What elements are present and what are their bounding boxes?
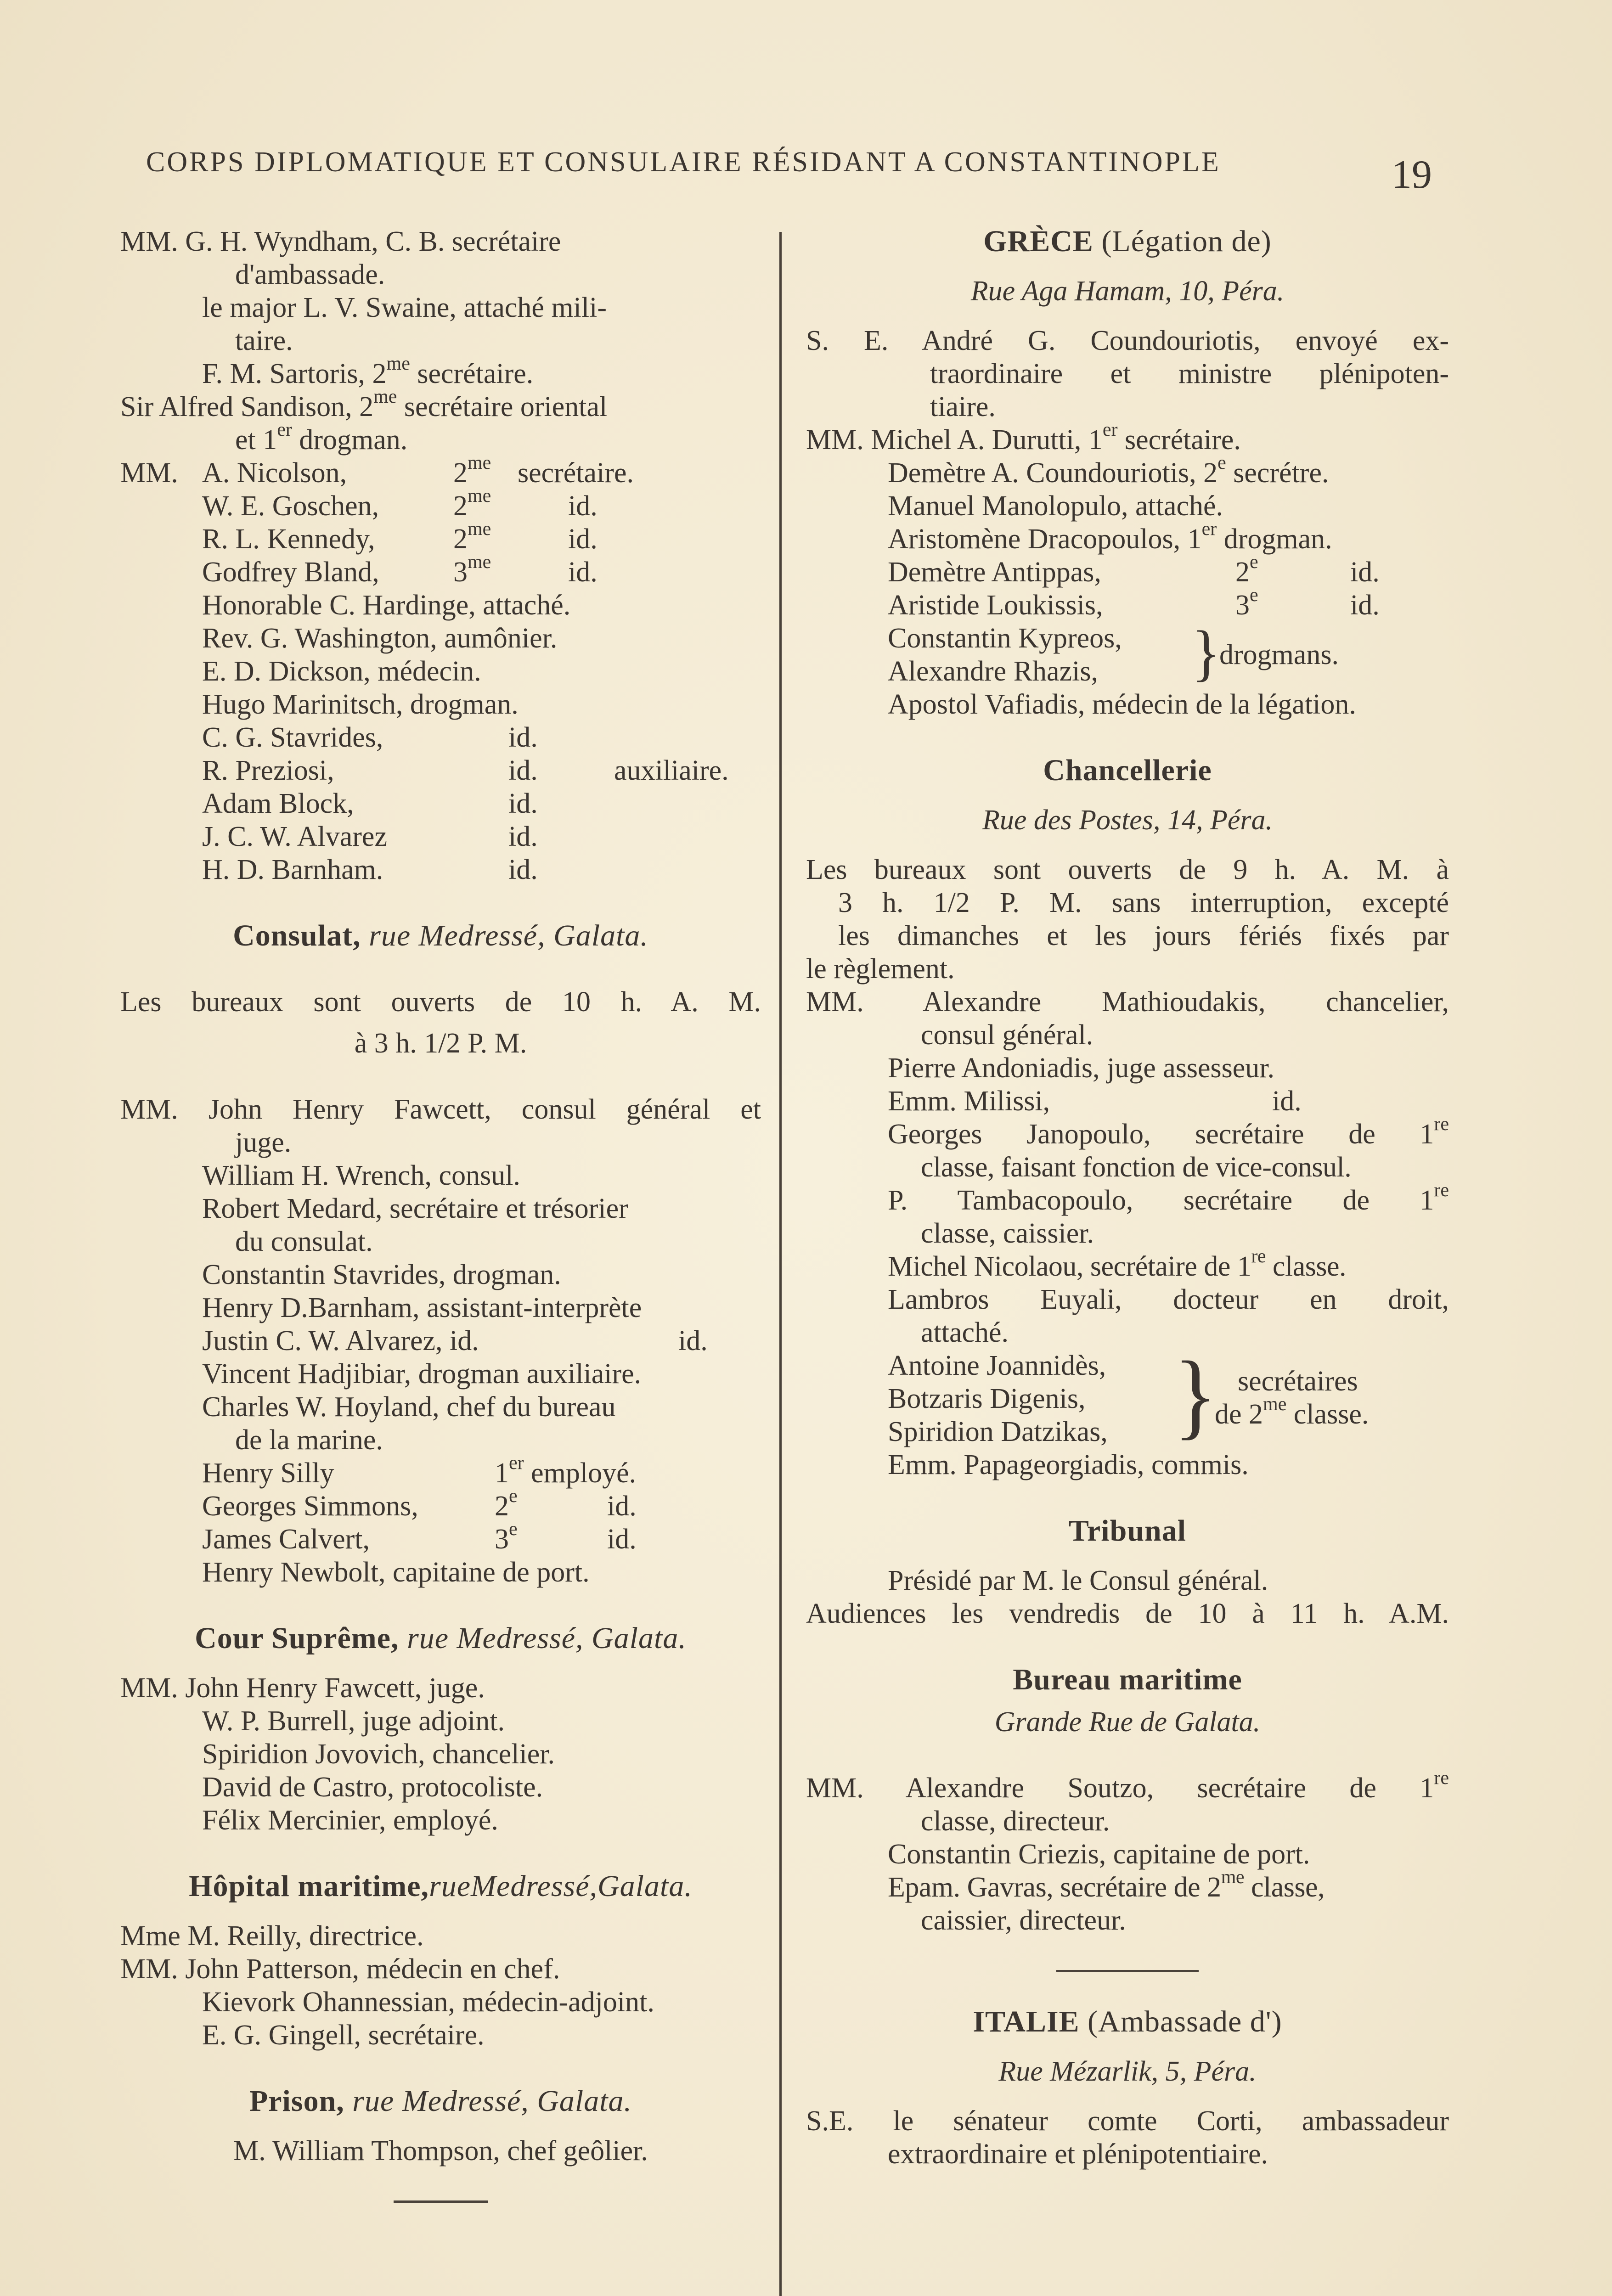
title: id. bbox=[508, 821, 538, 852]
text-line: Robert Medard, secrétaire et trésorier bbox=[202, 1193, 628, 1224]
running-title: CORPS DIPLOMATIQUE ET CONSULAIRE RÉSIDANT A CONSTANTINOPLE bbox=[146, 146, 1221, 178]
text-line: taire. bbox=[235, 325, 293, 356]
text-line: Manuel Manolopulo, attaché. bbox=[888, 490, 1223, 522]
text-line: tiaire. bbox=[930, 391, 996, 422]
name: R. Preziosi, bbox=[202, 755, 334, 786]
name: H. D. Barnham. bbox=[202, 854, 383, 885]
title: id. bbox=[508, 755, 538, 786]
text-line: MM. G. H. Wyndham, C. B. secrétaire bbox=[120, 226, 561, 257]
text-line: Constantin Criezis, capitaine de port. bbox=[888, 1839, 1310, 1870]
title: id. bbox=[568, 523, 597, 555]
name: Demètre Antippas, bbox=[888, 557, 1101, 588]
text-line bbox=[120, 721, 761, 754]
section-heading-grece bbox=[806, 225, 1449, 258]
name: W. E. Goschen, bbox=[202, 490, 379, 522]
heading-address: rue Medressé, Galata. bbox=[407, 1621, 687, 1655]
text-line: Rev. G. Washington, aumônier. bbox=[202, 623, 558, 654]
title: id. bbox=[508, 788, 538, 819]
text-line: F. M. Sartoris, $2^{me}$ secrétaire. bbox=[202, 353, 534, 389]
text-line bbox=[806, 585, 1449, 622]
brace-names bbox=[888, 622, 1209, 688]
text-line: le règlement. bbox=[806, 953, 955, 985]
text-line: Vincent Hadjibiar, drogman auxiliaire. bbox=[202, 1358, 642, 1390]
text-line bbox=[806, 551, 1449, 589]
title: id. bbox=[568, 557, 597, 588]
text-line bbox=[120, 1452, 761, 1490]
prefix: MM. bbox=[120, 457, 178, 489]
name: Georges Simmons, bbox=[202, 1491, 418, 1522]
text-line: E. D. Dickson, médecin. bbox=[202, 656, 481, 687]
text-line: classe, faisant fonction de vice-consul. bbox=[921, 1152, 1352, 1183]
text-line: S.E. le sénateur comte Corti, ambassadeur bbox=[806, 2105, 1449, 2137]
brace-icon: } bbox=[1173, 1342, 1217, 1449]
text-line: Honorable C. Hardinge, attaché. bbox=[202, 590, 571, 621]
name: C. G. Stavrides, bbox=[202, 722, 383, 753]
brace-label: secrétaires bbox=[1238, 1366, 1358, 1397]
text-line: Charles W. Hoyland, chef du bureau bbox=[202, 1391, 616, 1423]
name: Aristide Loukissis, bbox=[888, 590, 1103, 621]
name: James Calvert, bbox=[202, 1524, 370, 1555]
text-line: Présidé par M. le Consul général. bbox=[888, 1565, 1268, 1596]
text-line: Mme M. Reilly, directrice. bbox=[120, 1920, 424, 1952]
section-heading-italie bbox=[806, 2005, 1449, 2038]
text-line: consul général. bbox=[921, 1019, 1093, 1051]
rank: 2e bbox=[1235, 551, 1258, 588]
brace-icon: } bbox=[1192, 618, 1221, 688]
text-line: Les bureaux sont ouverts de 9 h. A. M. à bbox=[806, 854, 1449, 885]
heading-address: rueMedressé,Galata. bbox=[429, 1869, 693, 1903]
rank: 3e bbox=[495, 1519, 518, 1555]
column-divider bbox=[779, 232, 782, 2296]
address: Rue Mézarlik, 5, Péra. bbox=[998, 2056, 1257, 2087]
name: J. C. W. Alvarez bbox=[202, 821, 387, 852]
text-line: Emm. Papageorgiadis, commis. bbox=[888, 1449, 1249, 1480]
text-line: MM. John Patterson, médecin en chef. bbox=[120, 1953, 560, 1985]
heading-text: GRÈCE bbox=[983, 225, 1093, 258]
title: id. bbox=[678, 1325, 708, 1356]
page-number: 19 bbox=[1392, 152, 1432, 197]
text-line: Sir Alfred Sandison, $2^{me}$ secrétaire oriental bbox=[120, 386, 608, 422]
text-line: S. E. André G. Coundouriotis, envoyé ex- bbox=[806, 325, 1449, 356]
text-line: et 1er drogman. bbox=[235, 419, 408, 456]
section-heading-chancellerie: Chancellerie bbox=[1043, 754, 1212, 787]
text-line: P. Tambacopoulo, secrétaire de 1re bbox=[888, 1180, 1449, 1216]
heading-text: Cour Suprême, bbox=[195, 1621, 399, 1655]
text-line: M. William Thompson, chef geôlier. bbox=[233, 2135, 648, 2167]
text-line: les dimanches et les jours fériés fixés par bbox=[838, 920, 1449, 951]
text-line: Aristomène Dracopoulos, 1er drogman. bbox=[888, 518, 1332, 555]
heading-text: Hôpital maritime, bbox=[189, 1869, 429, 1903]
title: 1er employé. bbox=[495, 1452, 637, 1489]
text-line: 3 h. 1/2 P. M. sans interruption, excepté bbox=[838, 887, 1449, 918]
heading-kind: (Légation de) bbox=[1101, 225, 1272, 258]
title: secrétaire. bbox=[518, 457, 634, 489]
section-heading-hopital bbox=[120, 1870, 761, 1903]
text-line: MM. Alexandre Mathioudakis, chancelier, bbox=[806, 986, 1449, 1018]
text-line: de la marine. bbox=[235, 1424, 383, 1456]
text-line bbox=[120, 853, 761, 886]
name: Justin C. W. Alvarez, id. bbox=[202, 1325, 479, 1356]
rank: $3^{me}$ bbox=[453, 551, 491, 588]
text-line: Antoine Joannidès, bbox=[888, 1350, 1106, 1381]
text-line: traordinaire et ministre plénipoten- bbox=[930, 358, 1449, 389]
text-line: Epam. Gavras, secrétaire de $2^{me}$ classe, bbox=[888, 1867, 1325, 1903]
text-line: classe, caissier. bbox=[921, 1218, 1094, 1249]
name: Adam Block, bbox=[202, 788, 354, 819]
brace-label: de $2^{me}$ classe. bbox=[1215, 1394, 1369, 1430]
brace-group bbox=[806, 618, 1449, 688]
address: Rue Aga Hamam, 10, Péra. bbox=[970, 276, 1285, 307]
right-column bbox=[806, 225, 1449, 2171]
left-column bbox=[120, 225, 761, 2203]
rank: 3e bbox=[1235, 585, 1258, 621]
text-line: MM. Alexandre Soutzo, secrétaire de 1re bbox=[806, 1767, 1449, 1804]
extra: auxiliaire. bbox=[614, 755, 729, 786]
text-line: David de Castro, protocoliste. bbox=[202, 1772, 543, 1803]
text-line: Georges Janopoulo, secrétaire de 1re bbox=[888, 1114, 1449, 1150]
text-line: E. G. Gingell, secrétaire. bbox=[202, 2020, 485, 2051]
text-line: classe, directeur. bbox=[921, 1806, 1110, 1837]
text-line: extraordinaire et plénipotentiaire. bbox=[888, 2138, 1268, 2170]
text-line bbox=[120, 1519, 761, 1556]
title: id. bbox=[607, 1491, 637, 1522]
text-line bbox=[120, 1324, 761, 1357]
section-heading-prison bbox=[120, 2085, 761, 2118]
brace-group bbox=[806, 1342, 1449, 1449]
section-rule bbox=[394, 2200, 488, 2203]
rank: $2^{me}$ bbox=[453, 518, 491, 555]
text-line: W. P. Burrell, juge adjoint. bbox=[202, 1705, 505, 1737]
text-line: Félix Mercinier, employé. bbox=[202, 1805, 498, 1836]
section-heading-tribunal: Tribunal bbox=[1068, 1514, 1187, 1548]
text-line: Henry Newbolt, capitaine de port. bbox=[202, 1557, 590, 1588]
text-line: William H. Wrench, consul. bbox=[202, 1160, 520, 1191]
section-heading-bureau: Bureau maritime bbox=[1013, 1663, 1242, 1696]
text-line bbox=[120, 551, 761, 589]
text-line: MM. John Henry Fawcett, consul général et bbox=[120, 1094, 761, 1125]
text-line bbox=[120, 820, 761, 853]
name: R. L. Kennedy, bbox=[202, 523, 375, 555]
text-line: Spiridion Datzikas, bbox=[888, 1416, 1108, 1447]
text-line bbox=[120, 787, 761, 820]
text-line: Constantin Kypreos, bbox=[888, 623, 1122, 654]
name: A. Nicolson, bbox=[202, 457, 347, 489]
text-line bbox=[120, 1486, 761, 1523]
title: id. bbox=[1350, 557, 1380, 588]
name: Godfrey Bland, bbox=[202, 557, 379, 588]
title: id. bbox=[568, 490, 597, 522]
text-line: juge. bbox=[235, 1127, 292, 1158]
title: id. bbox=[508, 854, 538, 885]
heading-address: rue Medressé, Galata. bbox=[369, 919, 648, 952]
rank: $2^{me}$ bbox=[453, 452, 491, 489]
text-line: Apostol Vafiadis, médecin de la légation. bbox=[888, 689, 1356, 720]
text-line: d'ambassade. bbox=[235, 259, 385, 290]
text-line: Pierre Andoniadis, juge assesseur. bbox=[888, 1052, 1275, 1084]
name: Henry Silly bbox=[202, 1458, 334, 1489]
section-heading-cour bbox=[120, 1622, 761, 1655]
text-line: Lambros Euyali, docteur en droit, bbox=[888, 1284, 1449, 1315]
text-line: Henry D.Barnham, assistant-interprète bbox=[202, 1292, 642, 1323]
text-line: à 3 h. 1/2 P. M. bbox=[354, 1028, 527, 1059]
title: id. bbox=[508, 722, 538, 753]
text-line: MM. Michel A. Durutti, 1er secrétaire. bbox=[806, 419, 1241, 456]
brace-names bbox=[888, 1349, 1209, 1448]
text-line: attaché. bbox=[921, 1317, 1009, 1348]
address: Grande Rue de Galata. bbox=[994, 1706, 1261, 1738]
text-line: Botzaris Digenis, bbox=[888, 1383, 1086, 1414]
heading-kind: (Ambassade d') bbox=[1088, 2005, 1282, 2038]
title: id. bbox=[607, 1524, 637, 1555]
text-line: MM. John Henry Fawcett, juge. bbox=[120, 1672, 485, 1704]
text-line: Kievork Ohannessian, médecin-adjoint. bbox=[202, 1986, 654, 2018]
heading-text: Prison, bbox=[249, 2084, 344, 2118]
text-line: Alexandre Rhazis, bbox=[888, 656, 1098, 687]
section-heading-consulat bbox=[120, 919, 761, 952]
title: id. bbox=[1350, 590, 1380, 621]
text-line bbox=[120, 518, 761, 556]
title: id. bbox=[1272, 1086, 1302, 1117]
text-line bbox=[120, 754, 761, 787]
brace-label: drogmans. bbox=[1219, 639, 1339, 670]
text-line: Hugo Marinitsch, drogman. bbox=[202, 689, 519, 720]
text-line: le major L. V. Swaine, attaché mili- bbox=[202, 292, 607, 323]
heading-text: Consulat, bbox=[233, 919, 361, 952]
text-line: Audiences les vendredis de 10 à 11 h. A.M. bbox=[806, 1598, 1449, 1629]
text-line bbox=[120, 485, 761, 523]
address: Rue des Postes, 14, Péra. bbox=[982, 805, 1273, 836]
rank: 2e bbox=[495, 1486, 518, 1522]
text-line bbox=[120, 452, 761, 490]
name: Emm. Milissi, bbox=[888, 1086, 1050, 1117]
text-line: Demètre A. Coundouriotis, 2e secrétre. bbox=[888, 452, 1329, 489]
text-line: Constantin Stavrides, drogman. bbox=[202, 1259, 561, 1290]
text-line bbox=[806, 1085, 1449, 1118]
rank: $2^{me}$ bbox=[453, 485, 491, 522]
heading-text: ITALIE bbox=[973, 2005, 1080, 2038]
text-line: du consulat. bbox=[235, 1226, 373, 1257]
text-line: Les bureaux sont ouverts de 10 h. A. M. bbox=[120, 986, 761, 1018]
text-line: caissier, directeur. bbox=[921, 1905, 1126, 1936]
heading-address: rue Medressé, Galata. bbox=[352, 2084, 632, 2118]
text-line: Spiridion Jovovich, chancelier. bbox=[202, 1739, 555, 1770]
text-line: Michel Nicolaou, secrétaire de 1re classe. bbox=[888, 1246, 1347, 1282]
